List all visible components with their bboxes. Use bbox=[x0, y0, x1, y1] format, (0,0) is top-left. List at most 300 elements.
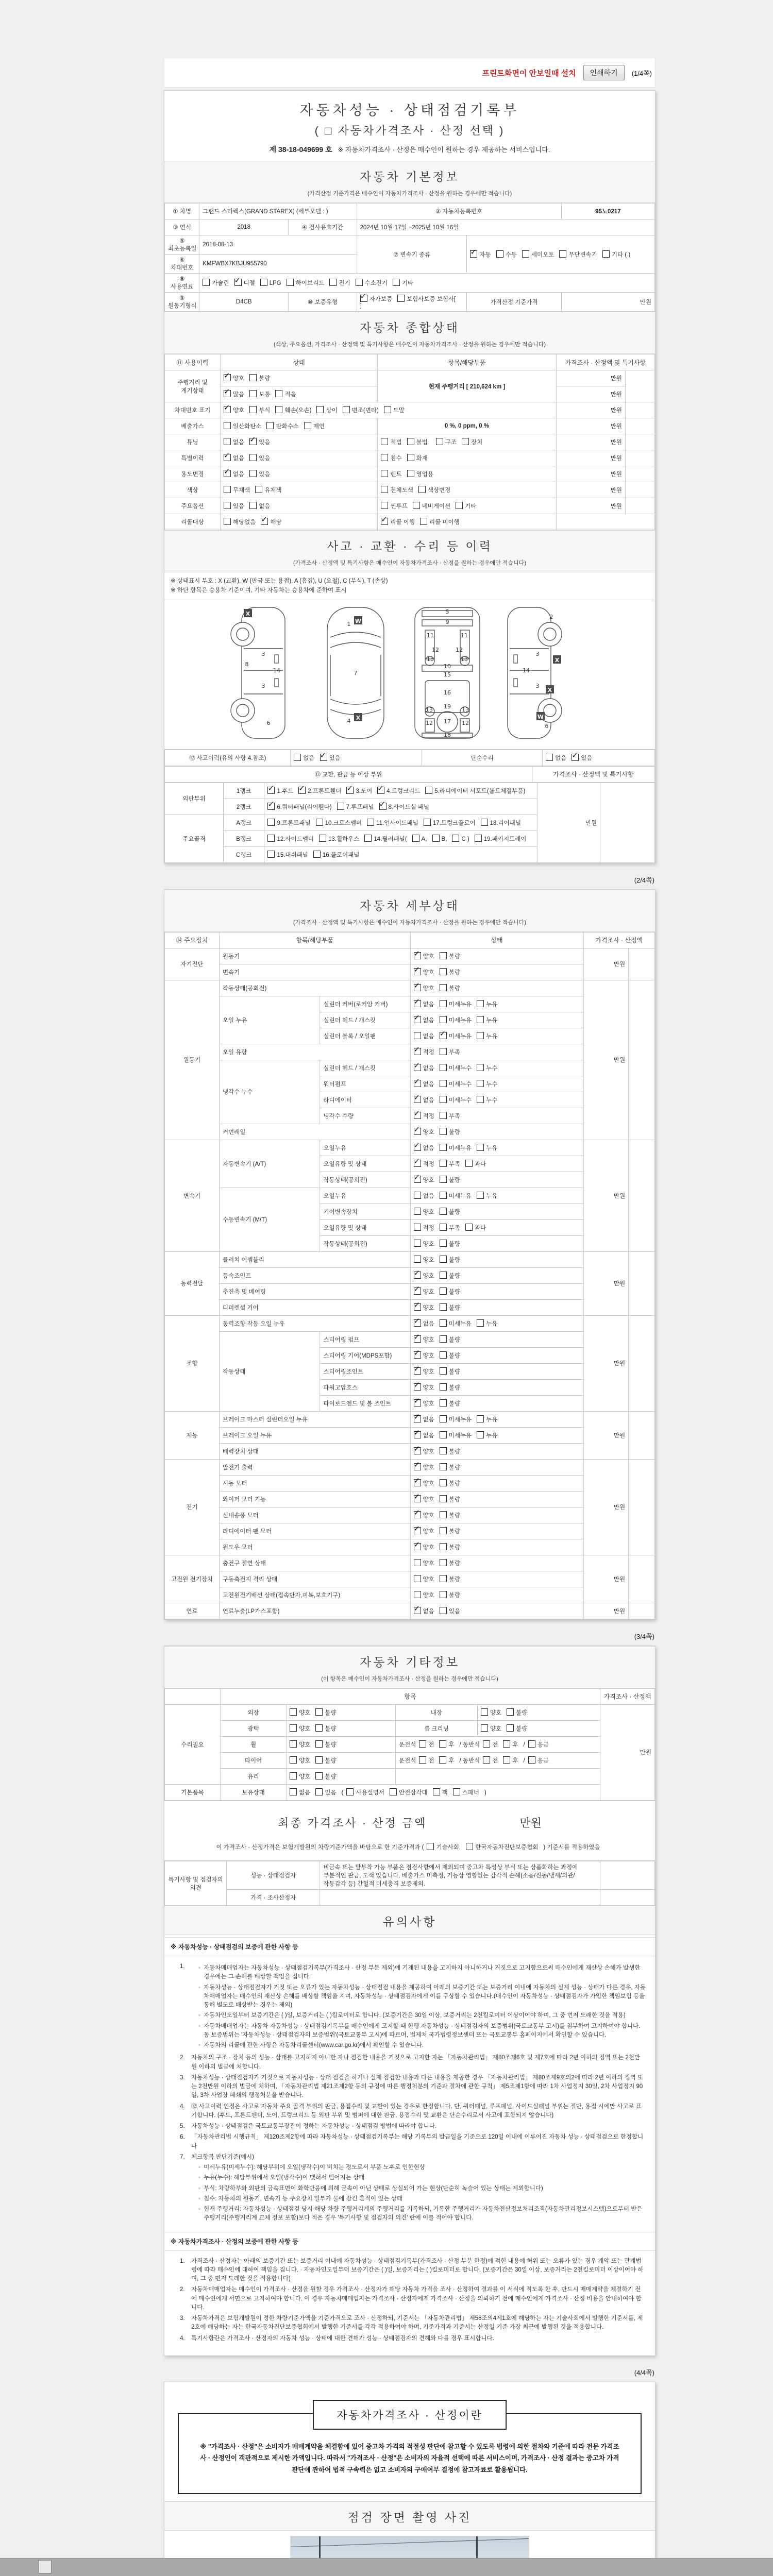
checkbox-option[interactable]: 불량 bbox=[315, 1756, 336, 1765]
checkbox-unchecked-icon[interactable] bbox=[249, 406, 257, 413]
checkbox-checked-icon[interactable] bbox=[414, 1367, 421, 1375]
checkbox-unchecked-icon[interactable] bbox=[477, 1415, 484, 1422]
checkbox-unchecked-icon[interactable] bbox=[440, 1048, 447, 1055]
checkbox-option[interactable]: ✓ 적정 bbox=[414, 1160, 434, 1168]
checkbox-option[interactable]: ✓ 양호 bbox=[414, 984, 434, 992]
checkbox-checked-icon[interactable] bbox=[414, 1431, 421, 1438]
checkbox-option[interactable]: A, bbox=[412, 835, 427, 842]
checkbox-option[interactable]: 불량 bbox=[440, 1351, 460, 1360]
checkbox-checked-icon[interactable] bbox=[224, 470, 231, 477]
checkbox-checked-icon[interactable] bbox=[414, 1287, 421, 1295]
checkbox-option[interactable]: 누수 bbox=[477, 1080, 497, 1088]
checkbox-unchecked-icon[interactable] bbox=[465, 1224, 473, 1231]
checkbox-unchecked-icon[interactable] bbox=[414, 1224, 421, 1231]
checkbox-unchecked-icon[interactable] bbox=[287, 279, 294, 286]
checkbox-option[interactable]: 누수 bbox=[477, 1064, 497, 1072]
checkbox-option[interactable]: 전 bbox=[483, 1756, 498, 1765]
checkbox-option[interactable]: ✓ 양호 bbox=[414, 1335, 434, 1344]
checkbox-unchecked-icon[interactable] bbox=[439, 1756, 446, 1764]
checkbox-checked-icon[interactable] bbox=[414, 952, 421, 959]
checkbox-unchecked-icon[interactable] bbox=[384, 406, 391, 413]
checkbox-option[interactable]: 네비게이션 bbox=[413, 502, 451, 510]
checkbox-unchecked-icon[interactable] bbox=[440, 1543, 447, 1550]
checkbox-unchecked-icon[interactable] bbox=[343, 406, 350, 413]
checkbox-option[interactable]: ✓ 양호 bbox=[414, 1367, 434, 1376]
checkbox-unchecked-icon[interactable] bbox=[507, 1708, 514, 1716]
checkbox-checked-icon[interactable] bbox=[414, 1319, 421, 1327]
checkbox-unchecked-icon[interactable] bbox=[440, 1144, 447, 1151]
checkbox-checked-icon[interactable] bbox=[360, 295, 367, 302]
checkbox-option[interactable]: ✓ 적정 bbox=[414, 1048, 434, 1056]
checkbox-checked-icon[interactable] bbox=[249, 438, 257, 445]
checkbox-unchecked-icon[interactable] bbox=[315, 1708, 323, 1716]
checkbox-checked-icon[interactable] bbox=[414, 1064, 421, 1071]
checkbox-option[interactable]: 양호 bbox=[414, 1256, 434, 1264]
checkbox-unchecked-icon[interactable] bbox=[440, 1463, 447, 1470]
checkbox-unchecked-icon[interactable] bbox=[255, 486, 262, 493]
checkbox-option[interactable]: ✓ 양호 bbox=[414, 1383, 434, 1392]
checkbox-unchecked-icon[interactable] bbox=[440, 1319, 447, 1327]
checkbox-option[interactable]: 19.패키지트레이 bbox=[475, 835, 527, 843]
checkbox-unchecked-icon[interactable] bbox=[414, 1575, 421, 1582]
checkbox-unchecked-icon[interactable] bbox=[546, 754, 553, 761]
checkbox-option[interactable]: 후 bbox=[503, 1740, 518, 1749]
checkbox-option[interactable]: ✓ 없음 bbox=[414, 1096, 434, 1104]
checkbox-unchecked-icon[interactable] bbox=[440, 1112, 447, 1119]
checkbox-unchecked-icon[interactable] bbox=[290, 1740, 297, 1748]
checkbox-option[interactable]: ✓ 2.프론트휀더 bbox=[298, 787, 341, 795]
checkbox-unchecked-icon[interactable] bbox=[440, 968, 447, 975]
checkbox-unchecked-icon[interactable] bbox=[440, 1303, 447, 1311]
checkbox-option[interactable]: 후 bbox=[439, 1756, 454, 1765]
checkbox-unchecked-icon[interactable] bbox=[364, 835, 372, 842]
checkbox-option[interactable]: 불량 bbox=[440, 1511, 460, 1519]
checkbox-unchecked-icon[interactable] bbox=[440, 1479, 447, 1486]
checkbox-option[interactable]: ✓ 양호 bbox=[414, 1495, 434, 1503]
checkbox-option[interactable]: ✓ 1.후드 bbox=[267, 787, 293, 795]
checkbox-unchecked-icon[interactable] bbox=[407, 470, 414, 477]
checkbox-unchecked-icon[interactable] bbox=[440, 1367, 447, 1375]
checkbox-option[interactable]: 무단변속기 bbox=[559, 250, 597, 259]
checkbox-unchecked-icon[interactable] bbox=[290, 1756, 297, 1764]
checkbox-unchecked-icon[interactable] bbox=[440, 1160, 447, 1167]
checkbox-option[interactable]: 변조(변타) bbox=[343, 406, 379, 414]
checkbox-unchecked-icon[interactable] bbox=[260, 279, 267, 286]
checkbox-unchecked-icon[interactable] bbox=[224, 486, 231, 493]
checkbox-unchecked-icon[interactable] bbox=[483, 1756, 490, 1764]
checkbox-unchecked-icon[interactable] bbox=[249, 470, 257, 477]
bottom-bar-item[interactable] bbox=[38, 2560, 52, 2573]
checkbox-option[interactable]: ✓ 양호 bbox=[414, 1447, 434, 1455]
checkbox-checked-icon[interactable] bbox=[414, 1335, 421, 1343]
checkbox-option[interactable]: 불량 bbox=[440, 1240, 460, 1248]
checkbox-unchecked-icon[interactable] bbox=[440, 1399, 447, 1406]
checkbox-option[interactable]: ✓ 양호 bbox=[414, 1463, 434, 1471]
checkbox-unchecked-icon[interactable] bbox=[267, 835, 275, 842]
checkbox-unchecked-icon[interactable] bbox=[381, 438, 388, 445]
checkbox-option[interactable]: 전기 bbox=[329, 279, 350, 287]
checkbox-option[interactable]: 미세누유 bbox=[440, 1415, 472, 1423]
checkbox-checked-icon[interactable] bbox=[414, 968, 421, 975]
checkbox-option[interactable]: ✓ 없음 bbox=[224, 454, 244, 462]
checkbox-unchecked-icon[interactable] bbox=[440, 1591, 447, 1598]
checkbox-option[interactable]: 전 bbox=[419, 1756, 434, 1765]
checkbox-unchecked-icon[interactable] bbox=[440, 1128, 447, 1135]
checkbox-option[interactable]: 미세누유 bbox=[440, 1431, 472, 1439]
checkbox-option[interactable]: 유채색 bbox=[255, 486, 281, 494]
checkbox-unchecked-icon[interactable] bbox=[315, 1772, 323, 1780]
checkbox-option[interactable]: ✓ 양호 bbox=[224, 406, 244, 414]
checkbox-unchecked-icon[interactable] bbox=[453, 1788, 460, 1795]
checkbox-option[interactable]: 한국자동차진단보증협회 bbox=[466, 1843, 538, 1852]
checkbox-unchecked-icon[interactable] bbox=[381, 502, 388, 509]
checkbox-option[interactable]: 후 bbox=[439, 1740, 454, 1749]
checkbox-unchecked-icon[interactable] bbox=[466, 1843, 473, 1850]
checkbox-option[interactable]: 훼손(오손) bbox=[275, 406, 311, 414]
checkbox-unchecked-icon[interactable] bbox=[477, 1016, 484, 1023]
checkbox-unchecked-icon[interactable] bbox=[440, 1064, 447, 1071]
checkbox-option[interactable]: 미세누유 bbox=[440, 1144, 472, 1152]
checkbox-unchecked-icon[interactable] bbox=[290, 1772, 297, 1780]
checkbox-option[interactable]: ✓양호 bbox=[224, 374, 244, 382]
checkbox-option[interactable]: 양호 bbox=[290, 1756, 310, 1765]
checkbox-unchecked-icon[interactable] bbox=[414, 1208, 421, 1215]
checkbox-unchecked-icon[interactable] bbox=[249, 390, 257, 397]
checkbox-option[interactable]: 16.플로어패널 bbox=[313, 851, 360, 859]
checkbox-option[interactable]: 보험사보증 보험사[ bbox=[397, 295, 456, 303]
checkbox-unchecked-icon[interactable] bbox=[440, 952, 447, 959]
checkbox-unchecked-icon[interactable] bbox=[316, 819, 323, 826]
checkbox-unchecked-icon[interactable] bbox=[440, 1335, 447, 1343]
checkbox-option[interactable]: 불량 bbox=[507, 1724, 527, 1733]
checkbox-option[interactable]: ✓ 양호 bbox=[414, 1399, 434, 1408]
checkbox-unchecked-icon[interactable] bbox=[367, 819, 374, 826]
checkbox-unchecked-icon[interactable] bbox=[440, 1016, 447, 1023]
checkbox-option[interactable]: 응급 bbox=[528, 1740, 549, 1749]
checkbox-unchecked-icon[interactable] bbox=[440, 1559, 447, 1566]
checkbox-checked-icon[interactable] bbox=[414, 1128, 421, 1135]
checkbox-option[interactable]: 사용설명서 bbox=[346, 1788, 384, 1797]
checkbox-option[interactable]: B, bbox=[432, 835, 447, 842]
checkbox-option[interactable]: 양호 bbox=[290, 1724, 310, 1733]
checkbox-unchecked-icon[interactable] bbox=[440, 1096, 447, 1103]
checkbox-checked-icon[interactable] bbox=[414, 1272, 421, 1279]
checkbox-unchecked-icon[interactable] bbox=[267, 851, 275, 858]
checkbox-unchecked-icon[interactable] bbox=[267, 819, 275, 826]
checkbox-option[interactable]: ✓ 양호 bbox=[414, 1303, 434, 1312]
checkbox-option[interactable]: ✓ 없음 bbox=[414, 1080, 434, 1088]
checkbox-option[interactable]: ✓ 양호 bbox=[414, 1128, 434, 1136]
checkbox-unchecked-icon[interactable] bbox=[477, 1144, 484, 1151]
checkbox-checked-icon[interactable] bbox=[414, 1495, 421, 1502]
checkbox-option[interactable]: 불량 bbox=[440, 1383, 460, 1392]
checkbox-unchecked-icon[interactable] bbox=[440, 1176, 447, 1183]
checkbox-option[interactable]: 영업용 bbox=[407, 470, 433, 478]
checkbox-option[interactable]: 불량 bbox=[440, 1256, 460, 1264]
checkbox-option[interactable]: 세미오토 bbox=[522, 250, 554, 259]
checkbox-option[interactable]: 하이브리드 bbox=[287, 279, 325, 287]
checkbox-option[interactable]: ✓ 양호 bbox=[414, 1479, 434, 1487]
checkbox-option[interactable]: 11.인사이드패널 bbox=[367, 819, 418, 827]
checkbox-option[interactable]: ✓ 없음 bbox=[414, 1016, 434, 1024]
checkbox-option[interactable]: ✓ 해당 bbox=[261, 518, 281, 526]
checkbox-unchecked-icon[interactable] bbox=[304, 422, 311, 429]
checkbox-option[interactable]: 없음 bbox=[414, 1192, 434, 1200]
checkbox-option[interactable]: 누유 bbox=[477, 1032, 497, 1040]
checkbox-option[interactable]: 불량 bbox=[440, 1447, 460, 1455]
checkbox-option[interactable]: 과다 bbox=[465, 1160, 486, 1168]
checkbox-option[interactable]: ✓ 양호 bbox=[414, 1511, 434, 1519]
checkbox-unchecked-icon[interactable] bbox=[456, 502, 463, 509]
checkbox-option[interactable]: 불량 bbox=[315, 1772, 336, 1781]
checkbox-option[interactable]: 화재 bbox=[407, 454, 428, 462]
checkbox-checked-icon[interactable] bbox=[414, 1016, 421, 1023]
checkbox-unchecked-icon[interactable] bbox=[414, 1256, 421, 1263]
checkbox-option[interactable]: 있음 bbox=[315, 1788, 336, 1797]
checkbox-checked-icon[interactable] bbox=[224, 374, 231, 381]
checkbox-option[interactable]: 있음 bbox=[440, 1607, 460, 1615]
checkbox-option[interactable]: ✓ 미세누유 bbox=[440, 1032, 472, 1040]
checkbox-checked-icon[interactable] bbox=[320, 754, 327, 761]
checkbox-unchecked-icon[interactable] bbox=[477, 1096, 484, 1103]
checkbox-option[interactable]: 침수 bbox=[381, 454, 401, 462]
checkbox-option[interactable]: ✓ 적정 bbox=[414, 1112, 434, 1120]
checkbox-option[interactable]: 매연 bbox=[304, 422, 325, 430]
checkbox-option[interactable]: 누유 bbox=[477, 1319, 497, 1328]
checkbox-option[interactable]: 불량 bbox=[440, 984, 460, 992]
checkbox-checked-icon[interactable] bbox=[377, 787, 384, 794]
checkbox-unchecked-icon[interactable] bbox=[522, 250, 529, 258]
checkbox-checked-icon[interactable] bbox=[381, 518, 388, 525]
checkbox-option[interactable]: 불량 bbox=[440, 1335, 460, 1344]
checkbox-unchecked-icon[interactable] bbox=[440, 1527, 447, 1534]
checkbox-unchecked-icon[interactable] bbox=[420, 518, 427, 525]
checkbox-option[interactable]: 5.라디에이터 서포트(볼트체결부품) bbox=[425, 787, 525, 795]
checkbox-unchecked-icon[interactable] bbox=[507, 1724, 514, 1732]
checkbox-option[interactable]: 수소전기 bbox=[356, 279, 388, 287]
checkbox-unchecked-icon[interactable] bbox=[528, 1740, 535, 1748]
checkbox-option[interactable]: ✓ 양호 bbox=[414, 1176, 434, 1184]
checkbox-unchecked-icon[interactable] bbox=[559, 250, 566, 258]
checkbox-unchecked-icon[interactable] bbox=[477, 1080, 484, 1087]
checkbox-option[interactable]: 부족 bbox=[440, 1112, 460, 1120]
checkbox-option[interactable]: 누유 bbox=[477, 1192, 497, 1200]
checkbox-unchecked-icon[interactable] bbox=[337, 803, 344, 810]
checkbox-unchecked-icon[interactable] bbox=[452, 835, 459, 842]
checkbox-unchecked-icon[interactable] bbox=[224, 518, 231, 525]
checkbox-unchecked-icon[interactable] bbox=[436, 438, 443, 445]
checkbox-unchecked-icon[interactable] bbox=[475, 835, 482, 842]
checkbox-unchecked-icon[interactable] bbox=[477, 1192, 484, 1199]
checkbox-unchecked-icon[interactable] bbox=[440, 1080, 447, 1087]
checkbox-checked-icon[interactable] bbox=[224, 454, 231, 461]
checkbox-unchecked-icon[interactable] bbox=[427, 1843, 434, 1850]
checkbox-option[interactable]: 미세누수 bbox=[440, 1096, 472, 1104]
checkbox-option[interactable]: 해당없음 bbox=[224, 518, 256, 526]
checkbox-checked-icon[interactable] bbox=[414, 1176, 421, 1183]
checkbox-option[interactable]: 없음 bbox=[224, 438, 244, 446]
checkbox-option[interactable]: ✓ 없음 bbox=[414, 1319, 434, 1328]
checkbox-unchecked-icon[interactable] bbox=[465, 1160, 473, 1167]
checkbox-unchecked-icon[interactable] bbox=[433, 1788, 440, 1795]
checkbox-option[interactable]: 누유 bbox=[477, 1415, 497, 1423]
checkbox-option[interactable]: 누유 bbox=[477, 1016, 497, 1024]
checkbox-option[interactable]: 기술사회, bbox=[427, 1843, 461, 1852]
checkbox-option[interactable]: 일산화탄소 bbox=[224, 422, 262, 430]
checkbox-checked-icon[interactable] bbox=[234, 279, 242, 286]
checkbox-unchecked-icon[interactable] bbox=[440, 1224, 447, 1231]
checkbox-option[interactable]: 적법 bbox=[381, 438, 401, 446]
checkbox-option[interactable]: 불량 bbox=[440, 968, 460, 976]
checkbox-unchecked-icon[interactable] bbox=[440, 1383, 447, 1391]
checkbox-checked-icon[interactable] bbox=[414, 1351, 421, 1359]
checkbox-unchecked-icon[interactable] bbox=[290, 1708, 297, 1716]
checkbox-unchecked-icon[interactable] bbox=[203, 279, 210, 286]
checkbox-option[interactable]: 부족 bbox=[440, 1160, 460, 1168]
checkbox-unchecked-icon[interactable] bbox=[425, 787, 432, 794]
checkbox-unchecked-icon[interactable] bbox=[290, 1788, 297, 1795]
checkbox-option[interactable]: 미세누유 bbox=[440, 1000, 472, 1008]
checkbox-unchecked-icon[interactable] bbox=[462, 438, 469, 445]
checkbox-option[interactable]: ✓ 8.사이드실 패널 bbox=[379, 803, 429, 811]
checkbox-unchecked-icon[interactable] bbox=[329, 279, 337, 286]
checkbox-checked-icon[interactable] bbox=[414, 1527, 421, 1534]
checkbox-option[interactable]: ✓ 양호 bbox=[414, 952, 434, 960]
checkbox-option[interactable]: ✓ 있음 bbox=[249, 438, 270, 446]
checkbox-checked-icon[interactable] bbox=[414, 1415, 421, 1422]
checkbox-unchecked-icon[interactable] bbox=[397, 295, 405, 302]
checkbox-option[interactable]: 13.휠하우스 bbox=[319, 835, 359, 843]
checkbox-checked-icon[interactable] bbox=[224, 406, 231, 413]
checkbox-unchecked-icon[interactable] bbox=[315, 1724, 323, 1732]
checkbox-unchecked-icon[interactable] bbox=[424, 819, 431, 826]
checkbox-option[interactable]: 불량 bbox=[440, 1287, 460, 1296]
checkbox-option[interactable]: 12.사이드멤버 bbox=[267, 835, 314, 843]
checkbox-option[interactable]: ✓ 없음 bbox=[224, 470, 244, 478]
checkbox-option[interactable]: 후 bbox=[503, 1756, 518, 1765]
checkbox-option[interactable]: ✓ 3.도어 bbox=[346, 787, 372, 795]
checkbox-unchecked-icon[interactable] bbox=[477, 1064, 484, 1071]
checkbox-option[interactable]: 적음 bbox=[275, 390, 296, 398]
checkbox-option[interactable]: 부식 bbox=[249, 406, 270, 414]
checkbox-option[interactable]: 불법 bbox=[407, 438, 428, 446]
checkbox-option[interactable]: 없음 bbox=[249, 502, 270, 510]
checkbox-unchecked-icon[interactable] bbox=[414, 1192, 421, 1199]
checkbox-option[interactable]: 상이 bbox=[316, 406, 337, 414]
checkbox-option[interactable]: ✓ 양호 bbox=[414, 968, 434, 976]
checkbox-checked-icon[interactable] bbox=[414, 1463, 421, 1470]
checkbox-checked-icon[interactable] bbox=[414, 1048, 421, 1055]
checkbox-option[interactable]: 불량 bbox=[440, 1527, 460, 1535]
checkbox-option[interactable]: 불량 bbox=[440, 1272, 460, 1280]
checkbox-option[interactable]: ✓많음 bbox=[224, 390, 244, 398]
checkbox-option[interactable]: ✓ 4.트렁크리드 bbox=[377, 787, 420, 795]
checkbox-option[interactable]: 가솔린 bbox=[203, 279, 229, 287]
checkbox-unchecked-icon[interactable] bbox=[407, 454, 414, 461]
checkbox-option[interactable]: 전체도색 bbox=[381, 486, 413, 494]
checkbox-option[interactable]: ✓ 없음 bbox=[414, 1144, 434, 1152]
checkbox-option[interactable]: 있음 bbox=[249, 470, 270, 478]
checkbox-option[interactable]: 미세누수 bbox=[440, 1064, 472, 1072]
checkbox-checked-icon[interactable] bbox=[414, 1303, 421, 1311]
checkbox-unchecked-icon[interactable] bbox=[316, 406, 324, 413]
checkbox-checked-icon[interactable] bbox=[261, 518, 268, 525]
checkbox-unchecked-icon[interactable] bbox=[440, 1495, 447, 1502]
checkbox-option[interactable]: ✓ 있음 bbox=[320, 754, 341, 762]
checkbox-checked-icon[interactable] bbox=[414, 1112, 421, 1119]
checkbox-unchecked-icon[interactable] bbox=[390, 1788, 397, 1795]
checkbox-option[interactable]: 불량 bbox=[440, 1303, 460, 1312]
checkbox-option[interactable]: 과다 bbox=[465, 1224, 486, 1232]
checkbox-option[interactable]: 무채색 bbox=[224, 486, 250, 494]
checkbox-option[interactable]: 안전삼각대 bbox=[390, 1788, 428, 1797]
checkbox-unchecked-icon[interactable] bbox=[496, 250, 503, 258]
checkbox-option[interactable]: 15.대쉬패널 bbox=[267, 851, 308, 859]
checkbox-option[interactable]: 양호 bbox=[414, 1591, 434, 1599]
checkbox-checked-icon[interactable] bbox=[414, 1447, 421, 1454]
checkbox-unchecked-icon[interactable] bbox=[483, 1740, 490, 1748]
checkbox-checked-icon[interactable] bbox=[414, 1096, 421, 1103]
checkbox-unchecked-icon[interactable] bbox=[414, 1032, 421, 1039]
checkbox-unchecked-icon[interactable] bbox=[224, 502, 231, 509]
checkbox-unchecked-icon[interactable] bbox=[481, 1708, 488, 1716]
checkbox-option[interactable]: 기타 bbox=[456, 502, 476, 510]
checkbox-option[interactable]: 기타 ( ) bbox=[602, 250, 630, 259]
checkbox-checked-icon[interactable] bbox=[414, 1144, 421, 1151]
checkbox-unchecked-icon[interactable] bbox=[440, 1256, 447, 1263]
checkbox-unchecked-icon[interactable] bbox=[290, 1724, 297, 1732]
checkbox-unchecked-icon[interactable] bbox=[393, 279, 400, 286]
checkbox-checked-icon[interactable] bbox=[267, 803, 275, 810]
checkbox-unchecked-icon[interactable] bbox=[419, 1756, 426, 1764]
checkbox-unchecked-icon[interactable] bbox=[414, 1240, 421, 1247]
checkbox-unchecked-icon[interactable] bbox=[313, 851, 321, 858]
checkbox-option[interactable]: 누수 bbox=[477, 1096, 497, 1104]
checkbox-checked-icon[interactable] bbox=[572, 754, 579, 761]
checkbox-unchecked-icon[interactable] bbox=[412, 835, 419, 842]
checkbox-option[interactable]: 18.리어패널 bbox=[481, 819, 521, 827]
checkbox-checked-icon[interactable] bbox=[414, 1543, 421, 1550]
checkbox-option[interactable]: 14.필러패널( bbox=[364, 835, 407, 843]
checkbox-unchecked-icon[interactable] bbox=[275, 406, 282, 413]
checkbox-option[interactable]: 응급 bbox=[528, 1756, 549, 1765]
checkbox-option[interactable]: 기타 bbox=[393, 279, 413, 287]
checkbox-unchecked-icon[interactable] bbox=[440, 984, 447, 991]
checkbox-unchecked-icon[interactable] bbox=[315, 1740, 323, 1748]
checkbox-unchecked-icon[interactable] bbox=[477, 1431, 484, 1438]
checkbox-option[interactable]: 10.크로스멤버 bbox=[316, 819, 362, 827]
checkbox-option[interactable]: ✓ 양호 bbox=[414, 1543, 434, 1551]
checkbox-option[interactable]: 불량 bbox=[315, 1708, 336, 1717]
checkbox-unchecked-icon[interactable] bbox=[440, 1575, 447, 1582]
checkbox-option[interactable]: 불량 bbox=[440, 1575, 460, 1583]
checkbox-checked-icon[interactable] bbox=[414, 1000, 421, 1007]
checkbox-option[interactable]: ✓ 리콜 이행 bbox=[381, 518, 415, 526]
checkbox-unchecked-icon[interactable] bbox=[440, 1208, 447, 1215]
checkbox-option[interactable]: ✓ 양호 bbox=[414, 1287, 434, 1296]
checkbox-option[interactable]: 부족 bbox=[440, 1224, 460, 1232]
checkbox-unchecked-icon[interactable] bbox=[418, 486, 426, 493]
checkbox-option[interactable]: 전 bbox=[419, 1740, 434, 1749]
checkbox-unchecked-icon[interactable] bbox=[440, 1287, 447, 1295]
checkbox-unchecked-icon[interactable] bbox=[315, 1756, 323, 1764]
checkbox-option[interactable]: 미세누유 bbox=[440, 1016, 472, 1024]
checkbox-option[interactable]: 부족 bbox=[440, 1048, 460, 1056]
checkbox-checked-icon[interactable] bbox=[379, 803, 386, 810]
checkbox-unchecked-icon[interactable] bbox=[440, 1192, 447, 1199]
checkbox-option[interactable]: 없음 bbox=[414, 1032, 434, 1040]
print-button[interactable]: 인쇄하기 bbox=[583, 65, 625, 80]
